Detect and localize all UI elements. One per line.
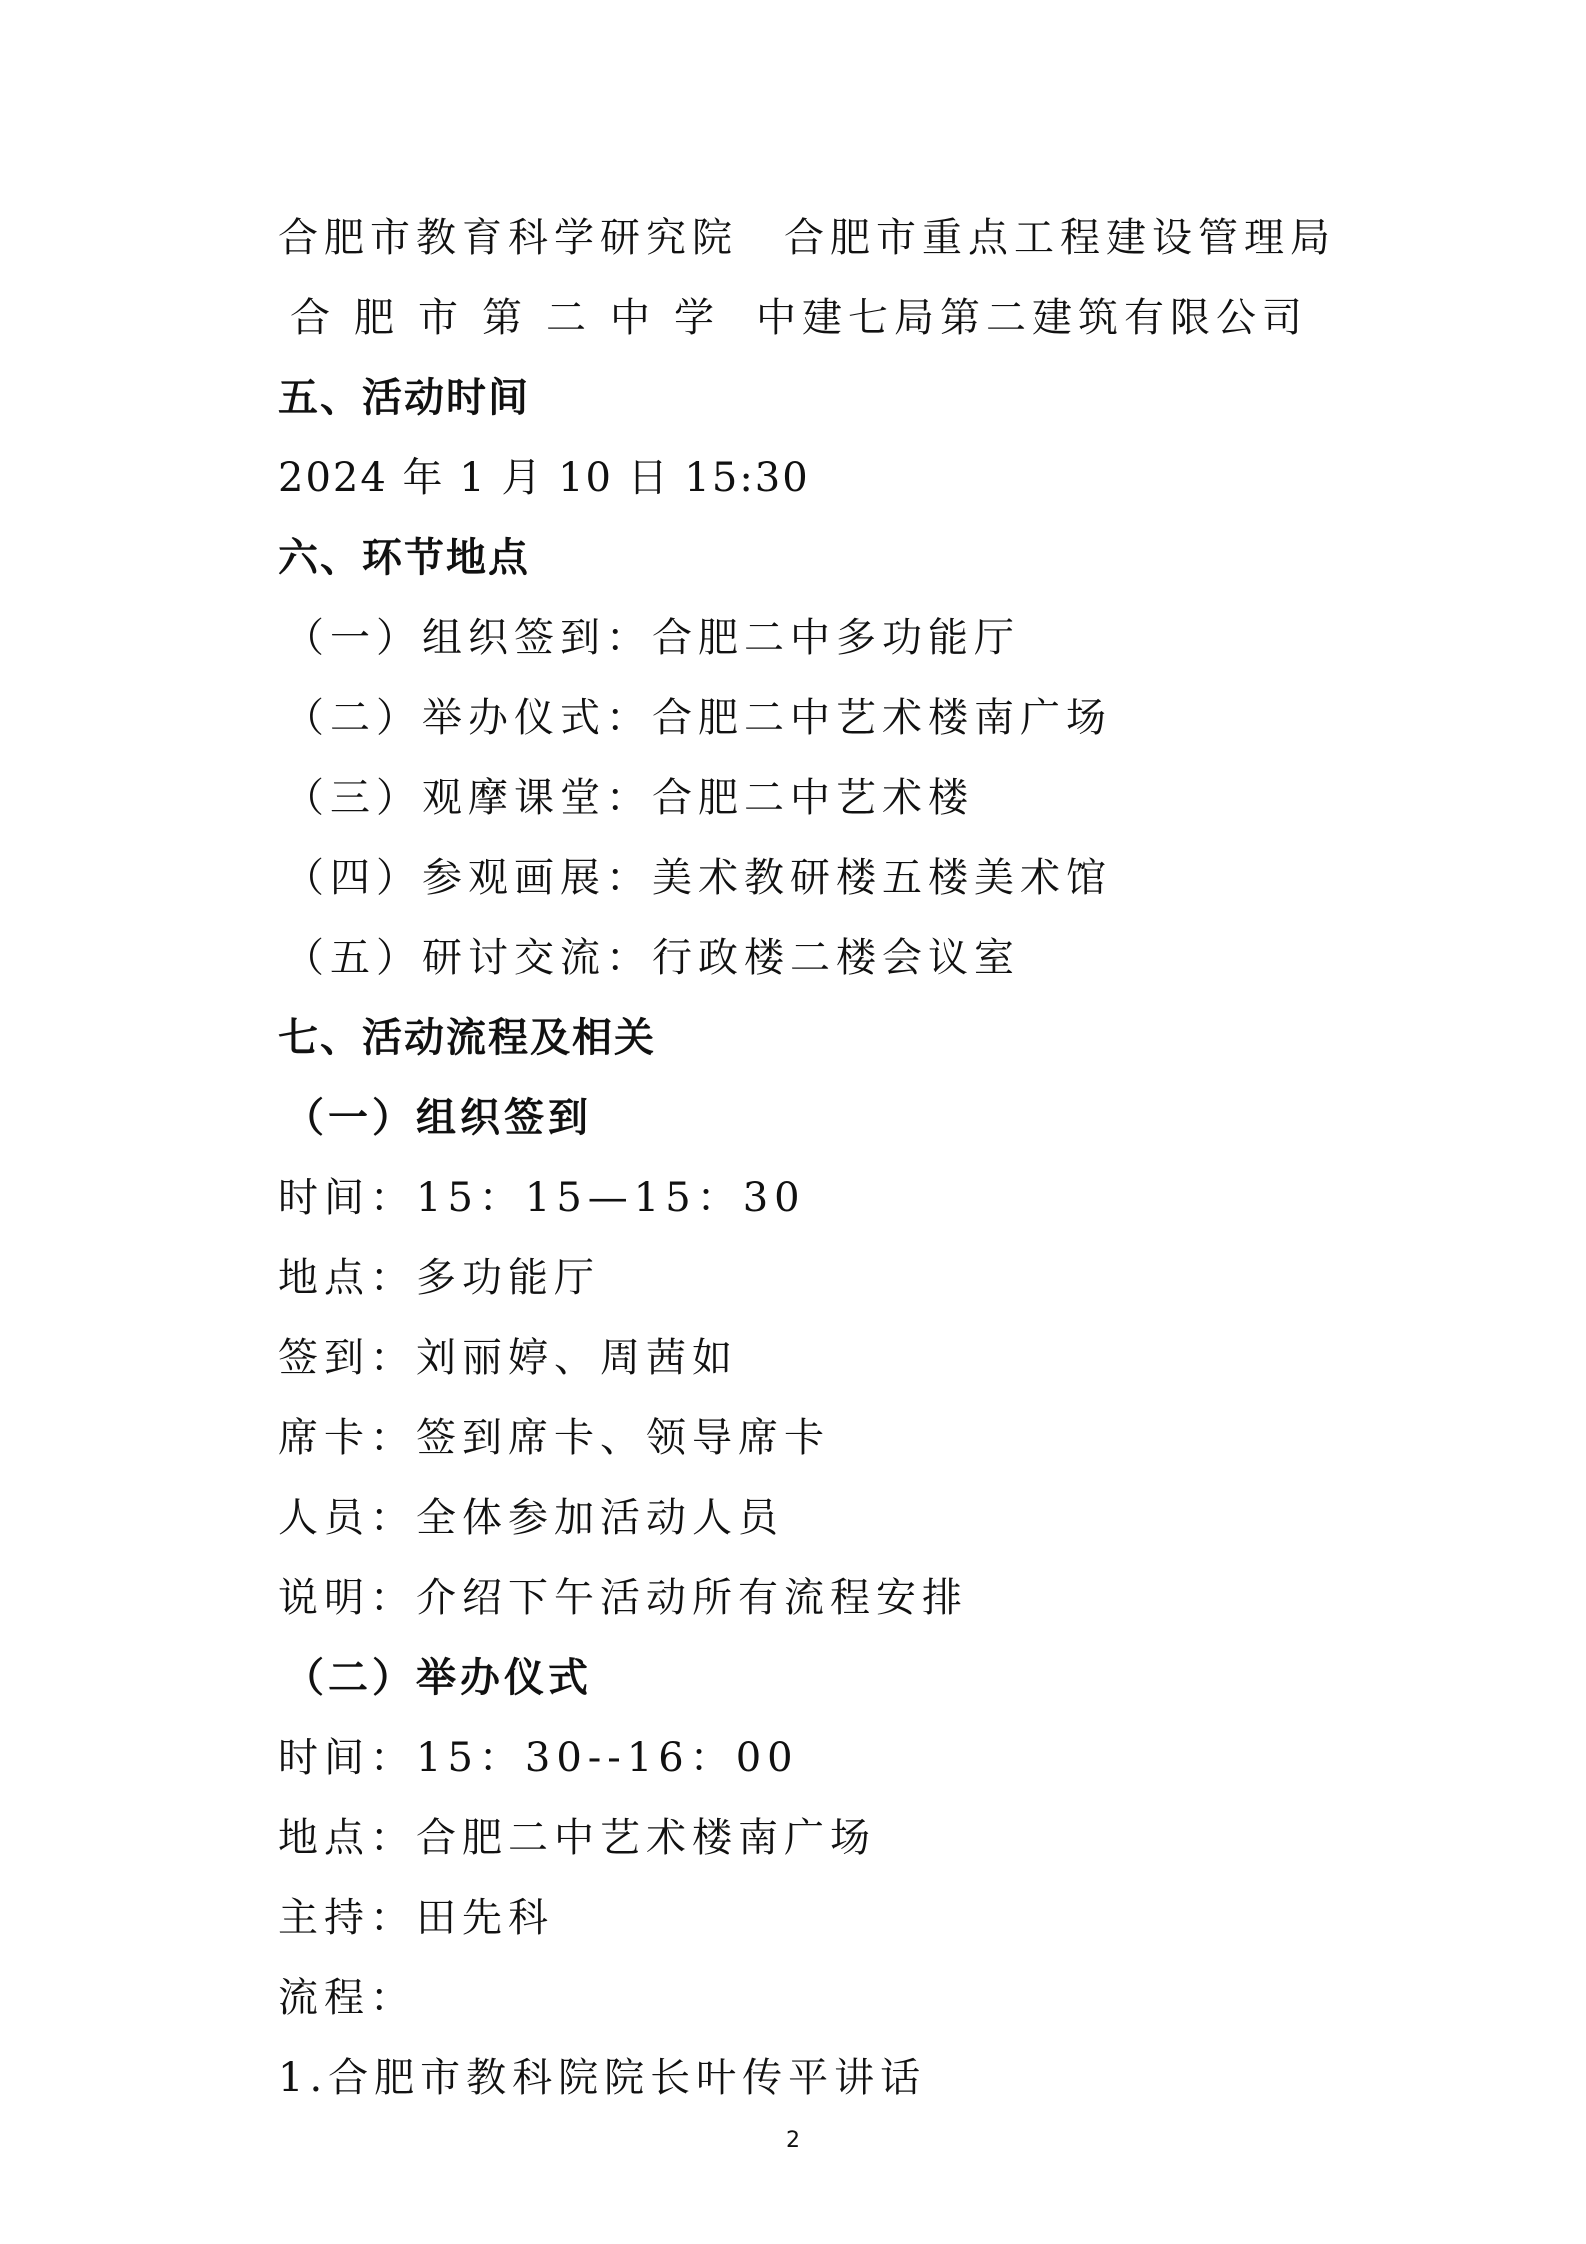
signin-detail: 席卡：签到席卡、领导席卡: [278, 1415, 830, 1461]
section-heading-time: 五、活动时间: [278, 375, 530, 421]
location-item: （二）举办仪式：合肥二中艺术楼南广场: [284, 695, 1112, 741]
signin-detail: 地点：多功能厅: [278, 1255, 600, 1301]
organizer-char: 合: [290, 295, 330, 341]
location-item: （四）参观画展：美术教研楼五楼美术馆: [284, 855, 1112, 901]
ceremony-detail: 主持：田先科: [278, 1895, 554, 1941]
organizer-line-1: 合肥市教育科学研究院 合肥市重点工程建设管理局: [278, 215, 1336, 261]
signin-detail: 时间：15：15—15：30: [278, 1175, 806, 1221]
organizer-char: 市: [418, 295, 458, 341]
subsection-title-ceremony: （二）举办仪式: [284, 1654, 592, 1701]
location-item: （五）研讨交流：行政楼二楼会议室: [284, 935, 1020, 981]
organizer-char: 中: [610, 295, 650, 341]
signin-detail: 人员：全体参加活动人员: [278, 1495, 784, 1541]
organizer-name: 中建七局第二建筑有限公司: [756, 295, 1308, 341]
signin-detail: 签到：刘丽婷、周茜如: [278, 1335, 738, 1381]
signin-detail: 说明：介绍下午活动所有流程安排: [278, 1575, 968, 1621]
organizer-line-2: [278, 293, 1308, 343]
page-number: 2: [786, 2128, 800, 2153]
location-item: （一）组织签到：合肥二中多功能厅: [284, 615, 1020, 661]
organizer-char: 二: [546, 295, 586, 341]
location-item: （三）观摩课堂：合肥二中艺术楼: [284, 775, 974, 821]
organizer-char: 肥: [354, 295, 394, 341]
subsection-title-signin: （一）组织签到: [284, 1094, 592, 1141]
ceremony-detail: 地点：合肥二中艺术楼南广场: [278, 1815, 876, 1861]
activity-time: 2024 年 1 月 10 日 15:30: [278, 455, 810, 501]
ceremony-detail: 时间：15：30--16：00: [278, 1735, 799, 1781]
organizer-char: 第: [482, 295, 522, 341]
ceremony-detail: 1.合肥市教科院院长叶传平讲话: [278, 2055, 927, 2101]
organizer-char: 学: [674, 295, 714, 341]
section-heading-process: 七、活动流程及相关: [278, 1015, 656, 1061]
ceremony-detail: 流程：: [278, 1975, 416, 2021]
section-heading-location: 六、环节地点: [278, 535, 530, 581]
